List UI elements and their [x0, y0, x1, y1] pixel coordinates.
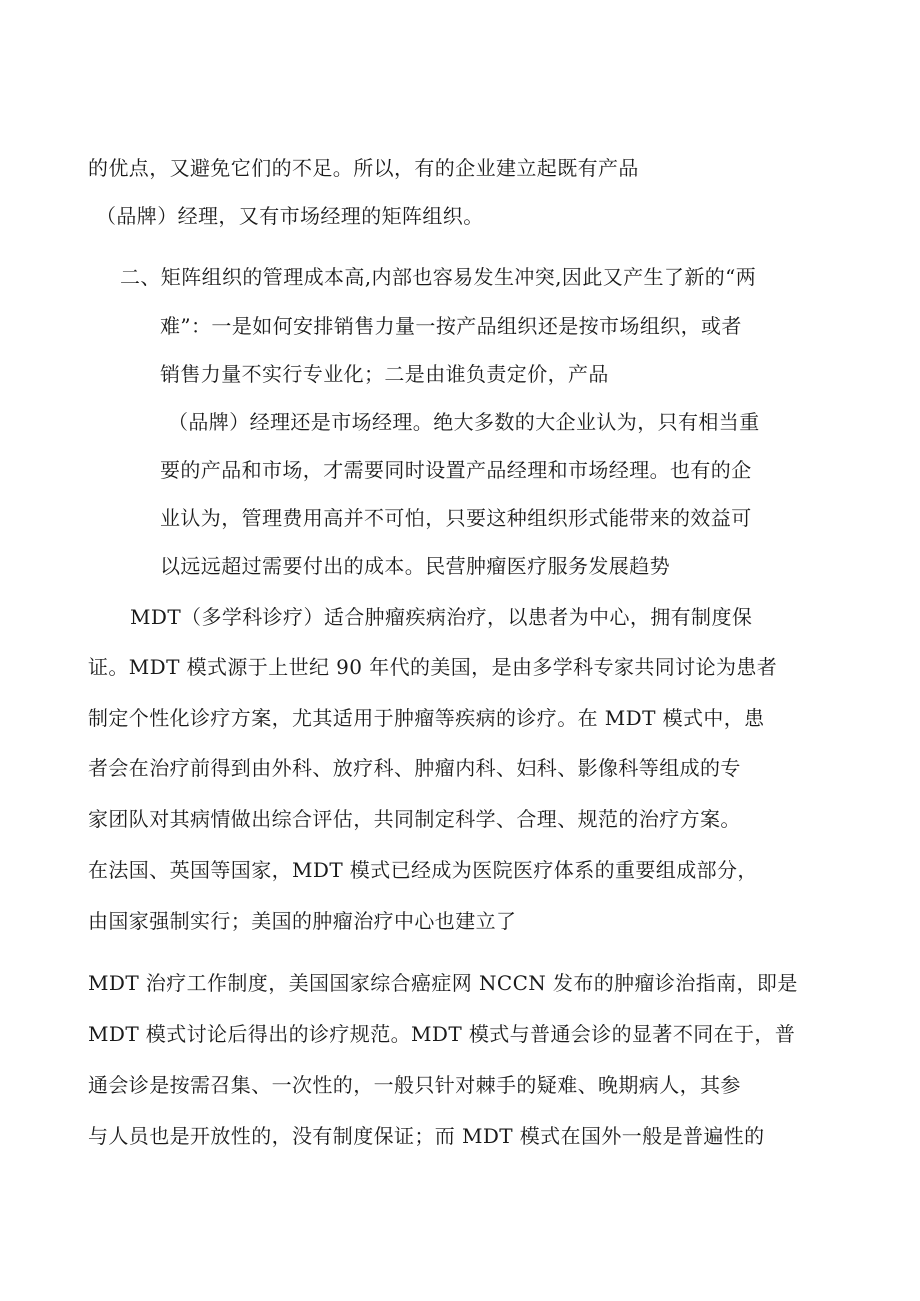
text-line: 证。MDT 模式源于上世纪 90 年代的美国，是由多学科专家共同讨论为患者 — [88, 655, 778, 679]
text-line: MDT 治疗工作制度，美国国家综合癌症网 NCCN 发布的肿瘤诊治指南，即是 — [88, 971, 798, 995]
text-line: （品牌）经理还是市场经理。绝大多数的大企业认为，只有相当重 — [168, 410, 760, 434]
text-line: 者会在治疗前得到由外科、放疗科、肿瘤内科、妇科、影像科等组成的专 — [88, 756, 741, 780]
text-line: 通会诊是按需召集、一次性的，一般只针对棘手的疑难、晚期病人，其参 — [88, 1073, 741, 1097]
text-line: 业认为，管理费用高并不可怕，只要这种组织形式能带来的效益可 — [160, 506, 752, 530]
text-line: 制定个性化诊疗方案，尤其适用于肿瘤等疾病的诊疗。在 MDT 模式中，患 — [88, 706, 765, 730]
text-line: 与人员也是开放性的，没有制度保证；而 MDT 模式在国外一般是普遍性的 — [88, 1124, 765, 1148]
text-line: 以远远超过需要付出的成本。民营肿瘤医疗服务发展趋势 — [160, 554, 670, 578]
text-line: 要的产品和市场，才需要同时设置产品经理和市场经理。也有的企 — [160, 458, 752, 482]
text-line: MDT 模式讨论后得出的诊疗规范。MDT 模式与普通会诊的显著不同在于，普 — [88, 1022, 796, 1046]
text-line: 在法国、英国等国家，MDT 模式已经成为医院医疗体系的重要组成部分， — [88, 858, 758, 882]
text-line: 家团队对其病情做出综合评估，共同制定科学、合理、规范的治疗方案。 — [88, 807, 741, 831]
text-line: 的优点，又避免它们的不足。所以，有的企业建立起既有产品 — [88, 156, 639, 180]
text-line: 销售力量不实行专业化；二是由谁负责定价，产品 — [160, 362, 609, 386]
text-line: 难”：一是如何安排销售力量一按产品组织还是按市场组织，或者 — [160, 314, 742, 338]
text-line: 二、矩阵组织的管理成本高,内部也容易发生冲突,因此又产生了新的“两 — [120, 265, 757, 289]
text-line: MDT（多学科诊疗）适合肿瘤疾病治疗，以患者为中心，拥有制度保 — [130, 605, 753, 629]
text-line: （品牌）经理，又有市场经理的矩阵组织。 — [96, 204, 484, 228]
text-line: 由国家强制实行；美国的肿瘤治疗中心也建立了 — [88, 909, 517, 933]
